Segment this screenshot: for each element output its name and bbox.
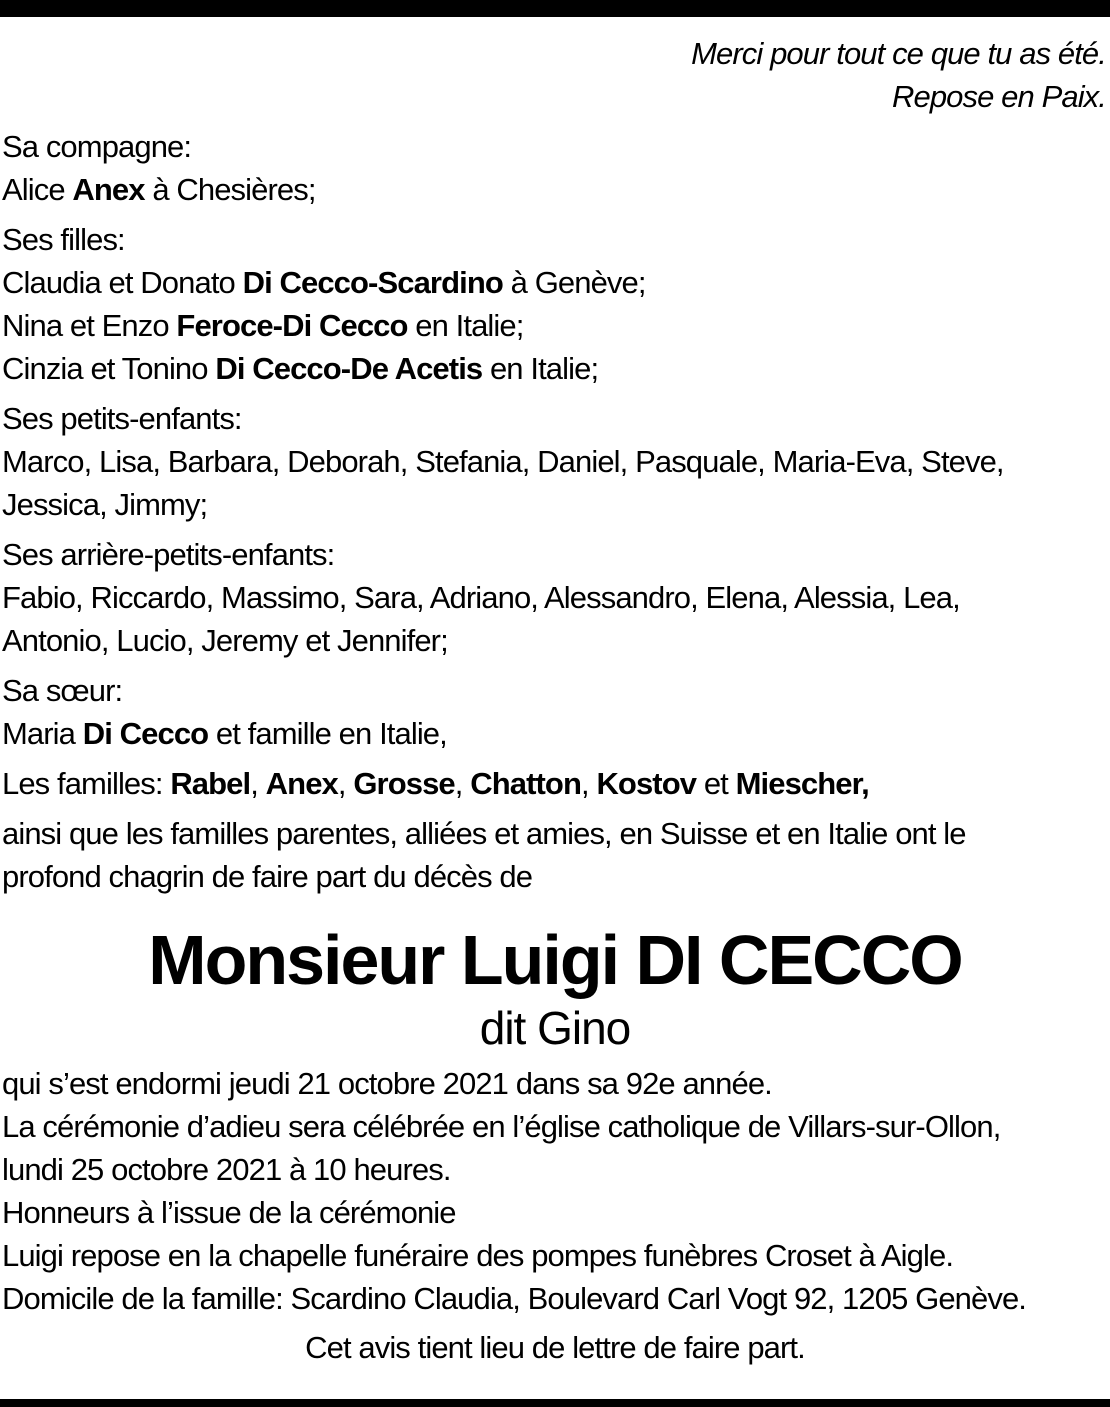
great-grandchildren-section	[2, 533, 1108, 662]
great-grandchildren-names-line-1: Fabio, Riccardo, Massimo, Sara, Adriano, Alessandro, Elena, Alessia, Lea,	[2, 580, 960, 615]
announcement-line-1: ainsi que les familles parentes, alliées et amies, en Suisse et en Italie ont le	[2, 816, 966, 851]
daughter-entry	[2, 347, 1108, 390]
deceased-name: Monsieur Luigi DI CECCO	[148, 921, 962, 999]
daughters-section	[2, 218, 1108, 390]
top-rule	[0, 0, 1110, 17]
grandchildren-heading: Ses petits-enfants:	[2, 401, 242, 436]
family-name: Chatton	[470, 766, 581, 801]
companion-heading: Sa compagne:	[2, 129, 192, 164]
detail-line: Domicile de la famille: Scardino Claudia, Boulevard Carl Vogt 92, 1205 Genève.	[2, 1281, 1027, 1316]
conjunction: et	[696, 766, 736, 801]
sister-section	[2, 669, 1108, 755]
separator: ,	[250, 766, 266, 801]
companion-entry	[2, 168, 1108, 211]
family-name: Grosse	[353, 766, 455, 801]
detail-line: lundi 25 octobre 2021 à 10 heures.	[2, 1152, 451, 1187]
families-line	[2, 762, 1108, 805]
separator: ,	[337, 766, 354, 801]
detail-line: La cérémonie d’adieu sera célébrée en l’église catholique de Villars-sur-Ollon,	[2, 1109, 1001, 1144]
family-name: Miescher	[735, 766, 862, 801]
sister-entry	[2, 712, 1108, 755]
ceremony-details	[2, 1062, 1108, 1320]
separator: ,	[581, 766, 597, 801]
family-name: Anex	[265, 766, 338, 801]
sister-heading: Sa sœur:	[2, 673, 123, 708]
surname: Feroce-Di Cecco	[176, 308, 408, 343]
obituary-notice	[2, 32, 1108, 1369]
detail-line: Honneurs à l’issue de la cérémonie	[2, 1195, 456, 1230]
family-name: Kostov	[596, 766, 697, 801]
surname: Anex	[72, 172, 145, 207]
first-names: Claudia et Donato	[2, 265, 243, 300]
bottom-rule	[0, 1399, 1110, 1407]
grandchildren-section	[2, 397, 1108, 526]
surname: Di Cecco-Scardino	[242, 265, 503, 300]
place: à Genève;	[502, 265, 646, 300]
surname: Di Cecco-De Acetis	[215, 351, 483, 386]
daughters-heading: Ses filles:	[2, 222, 125, 257]
epigraph	[2, 32, 1108, 118]
companion-section	[2, 125, 1108, 211]
grandchildren-names-line-1: Marco, Lisa, Barbara, Deborah, Stefania, Daniel, Pasquale, Maria-Eva, Steve,	[2, 444, 1004, 479]
announcement	[2, 812, 1108, 898]
first-names: Cinzia et Tonino	[2, 351, 216, 386]
epigraph-line-1: Merci pour tout ce que tu as été.	[691, 36, 1106, 71]
families-prefix: Les familles:	[2, 766, 171, 801]
surname: Di Cecco	[82, 716, 209, 751]
detail-line: Luigi repose en la chapelle funéraire des pompes funèbres Croset à Aigle.	[2, 1238, 954, 1273]
detail-line: qui s’est endormi jeudi 21 octobre 2021 dans sa 92e année.	[2, 1066, 772, 1101]
place: en Italie;	[482, 351, 599, 386]
great-grandchildren-names-line-2: Antonio, Lucio, Jeremy et Jennifer;	[2, 623, 448, 658]
place: et famille en Italie,	[208, 716, 447, 751]
epigraph-line-2: Repose en Paix.	[892, 79, 1106, 114]
families-section	[2, 762, 1108, 805]
announcement-line-2: profond chagrin de faire part du décès de	[2, 859, 533, 894]
daughter-entry	[2, 261, 1108, 304]
place: à Chesières;	[144, 172, 316, 207]
first-names: Nina et Enzo	[2, 308, 177, 343]
terminator: ,	[861, 766, 869, 801]
family-name: Rabel	[170, 766, 251, 801]
deceased-nickname: dit Gino	[479, 1002, 631, 1054]
great-grandchildren-heading: Ses arrière-petits-enfants:	[2, 537, 335, 572]
daughter-entry	[2, 304, 1108, 347]
first-names: Maria	[2, 716, 83, 751]
place: en Italie;	[407, 308, 524, 343]
grandchildren-names-line-2: Jessica, Jimmy;	[2, 487, 208, 522]
separator: ,	[454, 766, 471, 801]
first-names: Alice	[2, 172, 73, 207]
closing-note: Cet avis tient lieu de lettre de faire part.	[305, 1330, 805, 1365]
